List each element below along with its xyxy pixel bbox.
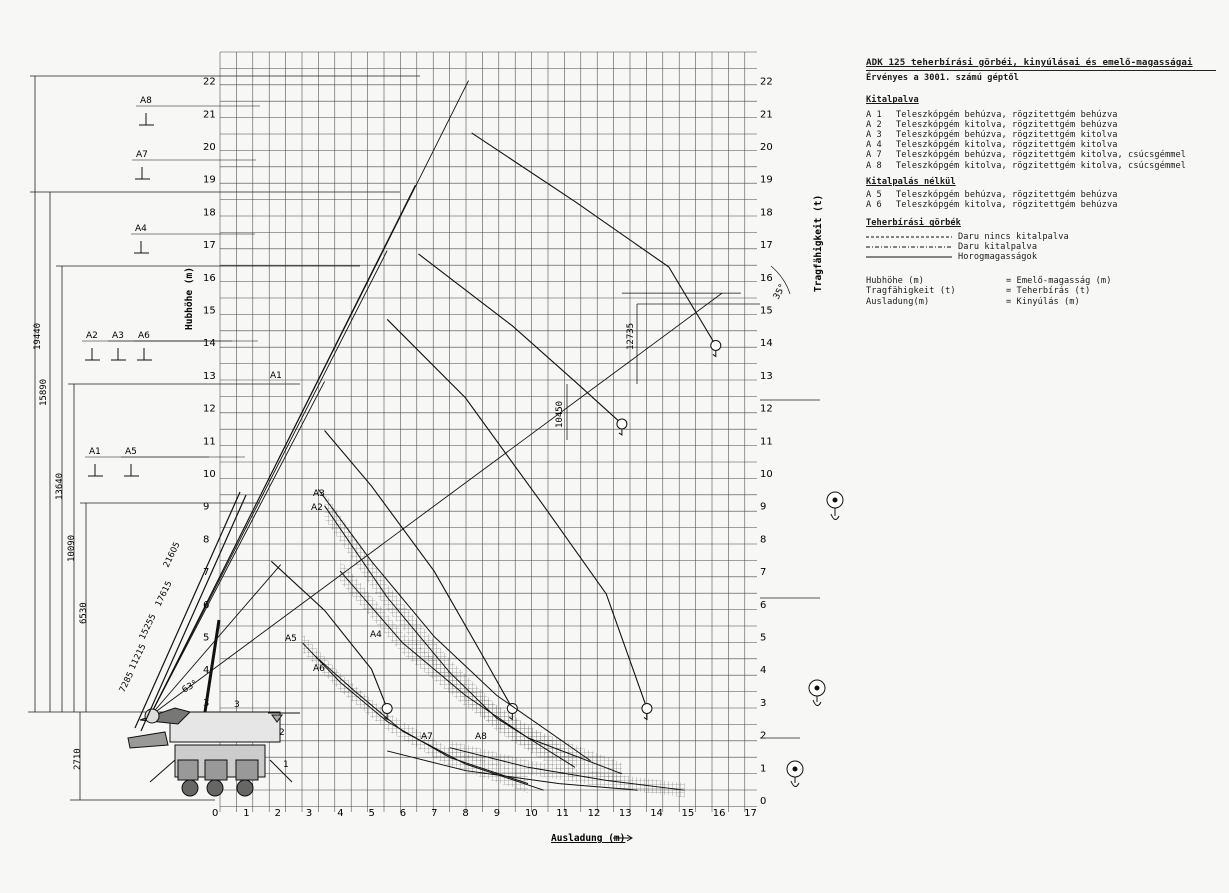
y-tick-label: 12 [203, 403, 216, 415]
line-legend-row [866, 252, 1216, 262]
right-tick-label: 4 [760, 665, 767, 677]
right-tick-label: 17 [760, 240, 773, 252]
x-axis-label: Ausladung (m) [551, 833, 626, 844]
without-outriggers-list [866, 190, 1216, 210]
x-tick-label: 10 [525, 808, 538, 819]
line-legend-row [866, 232, 1216, 242]
x-tick-label: 0 [212, 808, 219, 819]
crane-zone-2: 2 [279, 728, 285, 738]
right-tick-label: 7 [760, 567, 767, 579]
definition-row [866, 286, 1216, 296]
definitions-list [866, 276, 1216, 307]
y-tick-label: 10 [203, 469, 216, 480]
y-tick-label: 16 [203, 272, 216, 284]
hook-block-medium-icon [809, 680, 825, 706]
curve-label-a6: A6 [313, 664, 325, 674]
left-axis-label: Hubhöhe (m) [184, 267, 195, 330]
outrigger-config-row [866, 110, 1216, 120]
pictogram-a7 [132, 150, 256, 179]
right-tick-label: 6 [760, 599, 767, 611]
inner-dimension-lines [567, 304, 820, 738]
pictogram-a6 [134, 331, 258, 360]
line-legend-label: Daru kitalpalva [958, 241, 1038, 252]
definition-term: Hubhöhe (m) [866, 276, 925, 287]
config-code: A 6 [866, 200, 882, 211]
config-code: A 4 [866, 140, 882, 151]
panel-subtitle: Érvényes a 3001. számú géptől [866, 70, 1216, 83]
right-tick-label: 2 [760, 730, 767, 742]
right-tick-label: 22 [760, 76, 773, 88]
crane-truck-icon [128, 492, 300, 796]
capacity-curve-a3 [318, 489, 590, 760]
right-tick-label: 18 [760, 207, 773, 219]
x-tick-label: 2 [274, 808, 281, 819]
boom-length-15255: 15255 [137, 612, 159, 642]
right-tick-label: 14 [760, 338, 773, 350]
right-tick-label: 8 [760, 534, 767, 546]
outrigger-pictograms [82, 96, 260, 476]
outrigger-config-row [866, 161, 1216, 171]
legend-panel [866, 58, 1216, 307]
config-text: Teleszkópgém kitolva, rögzitettgém kitolva, csúcsgémmel [896, 160, 1187, 171]
boom-length-21605: 21605 [161, 540, 183, 570]
line-legend-label: Daru nincs kitalpalva [958, 231, 1069, 242]
x-tick-label: 6 [399, 808, 407, 819]
dim-2710: 2710 [73, 748, 83, 770]
config-text: Teleszkópgém kitolva, rögzitettgém behúzva [896, 200, 1118, 211]
curve-label-a8: A8 [475, 732, 487, 742]
curve-label-a4: A4 [370, 630, 382, 640]
y-tick-label: 15 [203, 305, 216, 317]
pictogram-a8 [136, 96, 260, 125]
x-tick-label: 1 [243, 808, 250, 819]
with-outriggers-title: Kitalpalva [866, 95, 919, 106]
right-tick-label: 15 [760, 305, 773, 317]
definition-meaning: = Emelő-magasság (m) [1006, 276, 1112, 287]
config-code: A 5 [866, 190, 882, 201]
pictogram-label: A6 [138, 331, 150, 341]
pictogram-label: A2 [86, 331, 98, 341]
dim-10090: 10090 [67, 534, 77, 562]
x-tick-label: 13 [618, 808, 632, 819]
x-tick-label: 16 [712, 808, 726, 819]
pictogram-label: A7 [136, 150, 148, 160]
config-text: Teleszkópgém behúzva, rögzitettgém behúzva [896, 109, 1118, 120]
config-code: A 8 [866, 160, 882, 171]
line-style-sample [866, 253, 952, 261]
boom-length-11215: 11215 [127, 642, 149, 672]
config-code: A 3 [866, 130, 882, 141]
pictogram-label: A1 [89, 447, 101, 457]
y-tick-label: 3 [203, 697, 210, 709]
line-legend-label: Horogmagasságok [958, 252, 1038, 263]
config-code: A 7 [866, 150, 882, 161]
curve-label-a3: A3 [313, 489, 325, 499]
y-tick-label: 22 [203, 76, 216, 88]
pictogram-a5 [121, 447, 245, 476]
without-outriggers-title: Kitalpalás nélkül [866, 176, 956, 187]
line-style-sample [866, 233, 952, 241]
hook-icon [642, 703, 652, 719]
no-outrigger-config-row [866, 190, 1216, 200]
right-tick-label: 13 [760, 370, 773, 382]
boom-angle-63: 63° [180, 678, 200, 696]
right-tick-label: 16 [760, 272, 773, 284]
pictogram-a1 [85, 447, 209, 476]
hook-icon [711, 340, 721, 356]
pictogram-label: A4 [135, 224, 147, 234]
boom-angle-35: 35° [771, 282, 789, 302]
definition-meaning: = Kinyúlás (m) [1006, 296, 1080, 307]
y-tick-label: 13 [203, 370, 216, 382]
line-style-sample [866, 243, 952, 251]
x-tick-label: 11 [556, 808, 570, 819]
panel-title: ADK 125 teherbírási görbéi, kinyúlásai és emelő-magasságai [866, 57, 1193, 68]
x-tick-label: 4 [337, 808, 344, 819]
y-tick-label: 6 [203, 599, 210, 611]
right-axis-label: Tragfähigkeit (t) [813, 194, 824, 292]
line-legend [866, 232, 1216, 263]
dim-13640: 13640 [55, 472, 65, 500]
curves-title: Teherbírási görbék [866, 218, 961, 229]
hook-height-curve-a7 [418, 254, 621, 424]
x-tick-label: 12 [587, 808, 601, 819]
right-tick-label: 3 [760, 697, 767, 709]
pictogram-label: A3 [112, 331, 124, 341]
capacity-bands [303, 493, 685, 797]
definition-term: Ausladung(m) [866, 296, 930, 307]
hook-icons [787, 492, 843, 787]
crane-zone-1: 1 [283, 760, 289, 770]
right-tick-label: 0 [760, 796, 767, 807]
curve-label-a1-boom: A1 [270, 371, 282, 381]
x-tick-label: 3 [305, 808, 313, 819]
config-code: A 2 [866, 119, 882, 130]
config-text: Teleszkópgém kitolva, rögzitettgém kitolva [896, 140, 1118, 151]
curve-label-a2: A2 [311, 503, 323, 513]
y-tick-label: 20 [203, 142, 216, 153]
dim-10450: 10450 [555, 400, 565, 428]
outrigger-config-row [866, 140, 1216, 150]
curve-label-a5: A5 [285, 634, 297, 644]
x-tick-label: 5 [368, 808, 375, 819]
right-tick-label: 21 [760, 109, 773, 121]
y-tick-label: 11 [203, 436, 216, 448]
x-tick-label: 8 [462, 808, 469, 819]
x-tick-label: 7 [431, 808, 438, 819]
y-tick-label: 8 [203, 534, 210, 546]
curve-label-a7: A7 [421, 732, 433, 742]
y-tick-label: 4 [203, 665, 210, 677]
y-tick-label: 5 [203, 632, 210, 644]
hook-block-small-icon [787, 761, 803, 787]
dim-15890: 15890 [39, 378, 49, 406]
right-tick-label: 9 [760, 501, 767, 513]
config-text: Teleszkópgém behúzva, rögzitettgém kitolva [896, 130, 1118, 141]
config-text: Teleszkópgém behúzva, rögzitettgém kitolva, csúcsgémmel [896, 150, 1187, 161]
definition-term: Tragfähigkeit (t) [866, 286, 956, 297]
x-tick-label: 15 [681, 808, 695, 819]
right-tick-label: 20 [760, 142, 773, 153]
dim-19440: 19440 [33, 322, 43, 350]
pictogram-label: A5 [125, 447, 137, 457]
y-tick-label: 14 [203, 338, 216, 350]
right-tick-label: 11 [760, 436, 773, 448]
right-tick-label: 5 [760, 632, 767, 644]
x-tick-label: 9 [493, 808, 501, 819]
crane-zone-3: 3 [234, 700, 240, 710]
dim-12735: 12735 [626, 322, 636, 350]
right-tick-label: 1 [760, 763, 767, 775]
definition-meaning: = Teherbírás (t) [1006, 286, 1091, 297]
y-tick-label: 9 [203, 501, 210, 513]
line-legend-row [866, 242, 1216, 252]
x-tick-label: 17 [744, 808, 757, 819]
definition-row [866, 297, 1216, 307]
dim-6530: 6530 [79, 602, 89, 624]
definition-row [866, 276, 1216, 286]
with-outriggers-list [866, 110, 1216, 171]
y-tick-label: 19 [203, 174, 216, 186]
y-tick-label: 18 [203, 207, 216, 219]
no-outrigger-config-row [866, 200, 1216, 210]
config-code: A 1 [866, 109, 882, 120]
hook-icon [617, 419, 627, 435]
right-tick-label: 19 [760, 174, 773, 186]
y-tick-label: 17 [203, 240, 216, 252]
y-tick-label: 21 [203, 109, 216, 121]
outrigger-config-row [866, 150, 1216, 160]
pictogram-label: A8 [140, 96, 152, 106]
outrigger-config-row [866, 120, 1216, 130]
outrigger-config-row [866, 130, 1216, 140]
boom-lines [150, 81, 741, 716]
boom-length-7285: 7285 [117, 670, 137, 695]
config-text: Teleszkópgém behúzva, rögzitettgém behúzva [896, 190, 1118, 201]
right-tick-label: 12 [760, 403, 773, 415]
config-text: Teleszkópgém kitolva, rögzitettgém behúzva [896, 119, 1118, 130]
hook-block-large-icon [827, 492, 843, 520]
x-tick-label: 14 [650, 808, 663, 819]
right-tick-label: 10 [760, 469, 773, 480]
boom-length-17615: 17615 [153, 579, 175, 609]
y-tick-label: 7 [203, 567, 210, 579]
